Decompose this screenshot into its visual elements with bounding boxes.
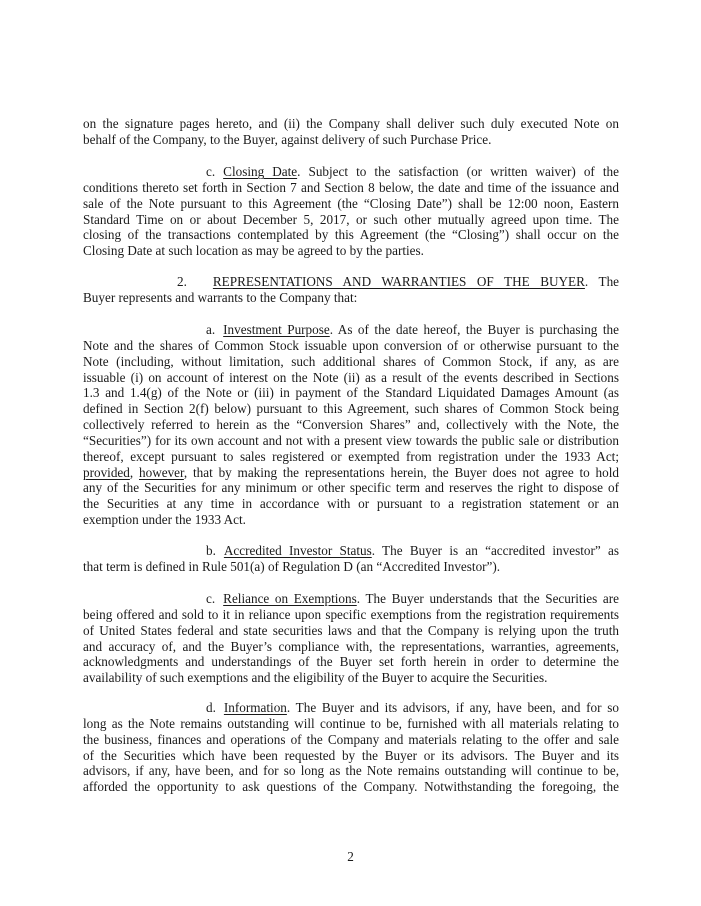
text-line: “Securities”) for its own account and not with a present view towards the public sale or distribution bbox=[83, 432, 619, 448]
text-line: behalf of the Company, to the Buyer, against delivery of such Purchase Price. bbox=[83, 131, 492, 147]
text-line: of United States federal and state securities laws and that the Company is relying upon the truth bbox=[83, 622, 619, 638]
heading-rest: . As of the date hereof, the Buyer is purchasing the bbox=[329, 322, 619, 337]
text-line: thereof, except pursuant to sales registered or exempted from registration under the 1933 Act; bbox=[83, 448, 619, 464]
text-line: issuable (i) on account of interest on the Note (ii) as a result of the events described in Sections bbox=[83, 369, 619, 385]
paragraph-label: d. bbox=[206, 700, 216, 715]
paragraph-first-line bbox=[83, 322, 619, 338]
section-heading-line bbox=[83, 274, 619, 290]
paragraph-label: c. bbox=[206, 591, 216, 606]
text-line: Note (including, without limitation, such additional shares of Common Stock, if any, as are bbox=[83, 353, 619, 369]
text-line: defined in Section 2(f) below) pursuant to this Agreement, such shares of Common Stock being bbox=[83, 401, 619, 417]
text-line: any of the Securities for any minimum or other specific term and reserves the right to dispose of bbox=[83, 480, 619, 496]
heading-rest: . The Buyer understands that the Securities are bbox=[356, 591, 619, 606]
heading-rest: . The bbox=[584, 274, 620, 289]
text-line: the Securities at any time in accordance with or pursuant to a registration statement or an bbox=[83, 496, 619, 512]
text-line: long as the Note remains outstanding will continue to be, furnished with all materials relating to bbox=[83, 715, 619, 731]
reliance-on-exemptions-paragraph bbox=[83, 591, 619, 686]
provided-term: provided bbox=[83, 464, 130, 480]
text-line: being offered and sold to it in reliance upon specific exemptions from the registration requirements bbox=[83, 606, 619, 622]
heading-rest: . The Buyer is an “accredited investor” as bbox=[371, 543, 619, 558]
text-line: Note and the shares of Common Stock issuable upon conversion of or otherwise pursuant to the bbox=[83, 337, 619, 353]
paragraph-heading: Investment Purpose bbox=[223, 322, 330, 337]
page-number: 2 bbox=[347, 849, 354, 864]
paragraph-heading: Accredited Investor Status bbox=[223, 543, 372, 558]
section-heading: REPRESENTATIONS AND WARRANTIES OF THE BUYER bbox=[212, 274, 585, 289]
paragraph-heading: Closing Date bbox=[223, 164, 298, 179]
text-line: availability of such exemptions and the eligibility of the Buyer to acquire the Securities. bbox=[83, 670, 548, 686]
text-line: collectively referred to herein as the “Conversion Shares” and, collectively with the Note, the bbox=[83, 417, 619, 433]
separator: , bbox=[129, 464, 139, 480]
intro-paragraph bbox=[83, 116, 619, 148]
paragraph-first-line bbox=[83, 591, 619, 607]
closing-date-paragraph bbox=[83, 164, 619, 259]
heading-rest: . Subject to the satisfaction (or written waiver) of the bbox=[297, 164, 619, 179]
paragraph-label: c. bbox=[206, 164, 216, 179]
paragraph-label: b. bbox=[206, 543, 216, 558]
text-line: the business, finances and operations of the Company and materials relating to the offer and sale bbox=[83, 731, 619, 747]
text-line: Closing Date at such location as may be agreed to by the parties. bbox=[83, 243, 424, 259]
section-number: 2. bbox=[177, 274, 187, 289]
paragraph-heading: Information bbox=[223, 700, 287, 715]
text-line: Standard Time on or about December 5, 2017, or such other mutually agreed upon time. The bbox=[83, 211, 619, 227]
text-line: that term is defined in Rule 501(a) of Regulation D (an “Accredited Investor”). bbox=[83, 558, 501, 574]
text-line: of the Securities which have been requested by the Buyer or its advisors. The Buyer and its bbox=[83, 747, 619, 763]
text-line: afforded the opportunity to ask questions of the Company. Notwithstanding the foregoing, the bbox=[83, 779, 619, 795]
text-line: exemption under the 1933 Act. bbox=[83, 512, 246, 528]
text-line: and accuracy of, and the Buyer’s compliance with, the representations, warranties, agreements, bbox=[83, 638, 619, 654]
line-rest: , that by making the representations herein, the Buyer does not agree to hold bbox=[183, 464, 619, 480]
paragraph-first-line bbox=[83, 164, 619, 180]
investment-purpose-paragraph bbox=[83, 322, 619, 528]
text-line: closing of the transactions contemplated by this Agreement (the “Closing”) shall occur on the bbox=[83, 227, 619, 243]
provided-however-line bbox=[83, 465, 619, 481]
however-term: however bbox=[139, 464, 184, 480]
text-line: 1.3 and 1.4(g) of the Note or (iii) in payment of the Standard Liquidated Damages Amount (as bbox=[83, 385, 619, 401]
text-line: Buyer represents and warrants to the Company that: bbox=[83, 289, 358, 305]
text-line: sale of the Note pursuant to this Agreement (the “Closing Date”) shall be 12:00 noon, Eastern bbox=[83, 195, 619, 211]
paragraph-first-line bbox=[83, 700, 619, 716]
heading-rest: . The Buyer and its advisors, if any, have been, and for so bbox=[286, 700, 619, 715]
information-paragraph bbox=[83, 700, 619, 795]
paragraph-heading: Reliance on Exemptions bbox=[223, 591, 357, 606]
accredited-investor-paragraph bbox=[83, 543, 619, 575]
text-line: conditions thereto set forth in Section 7 and Section 8 below, the date and time of the issuance and bbox=[83, 179, 619, 195]
paragraph-label: a. bbox=[206, 322, 216, 337]
text-line: acknowledgments and understandings of the Buyer set forth herein in order to determine the bbox=[83, 654, 619, 670]
text-line: on the signature pages hereto, and (ii) the Company shall deliver such duly executed Note on bbox=[83, 116, 619, 131]
section-2-paragraph bbox=[83, 274, 619, 306]
paragraph-first-line bbox=[83, 543, 619, 559]
text-line: advisors, if any, have been, and for so long as the Note remains outstanding will continue to be, bbox=[83, 763, 619, 779]
